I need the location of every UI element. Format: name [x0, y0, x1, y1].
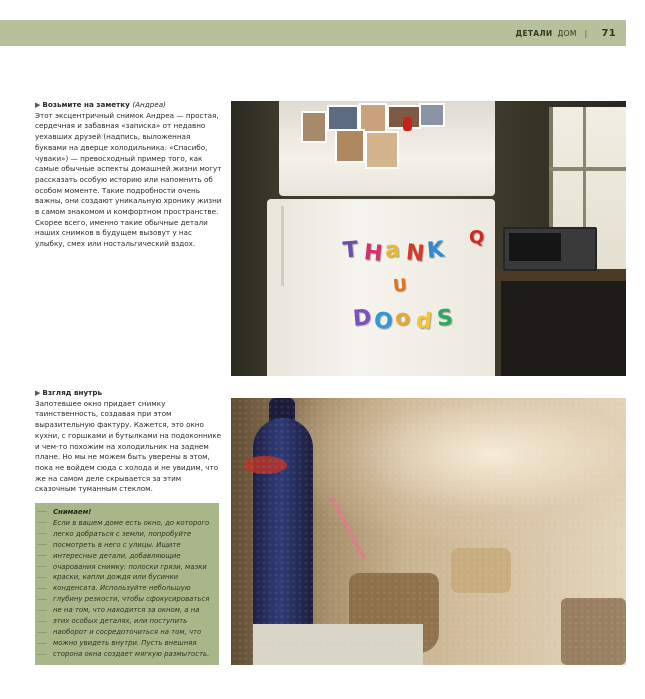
letter-magnet: K [425, 237, 446, 264]
section-label: ДЕТАЛИ [515, 28, 553, 38]
text-block-note [35, 100, 223, 250]
tip-title: Снимаем! [53, 508, 92, 516]
foggy-window-photo [231, 398, 626, 665]
photo-toaster-oven-window [509, 233, 561, 261]
letter-magnet: U [392, 275, 408, 297]
snapshot [335, 129, 365, 163]
block-body: Этот эксцентричный снимок Андреа — простая, сердечная и забавная «записка» от недавно уехавших друзей (надпись, выложенная буквами на дверце холодильника: «Спасибо, чуваки») — превосходный пример того, как самые обычные аспекты домашней жизни могут рассказать особую историю или напомнить об особом моменте. Такие подробности очень важны, они создают уникальную хронику жизни в самом знакомом и комфортном пространстве. Скорее всего, именно такие обычные детали наших снимков в будущем вызовут у нас улыбку, смех или ностальгический вздох. [35, 110, 222, 249]
photo-fridge-handle [281, 206, 284, 286]
fridge-photo [231, 101, 626, 376]
letter-magnet: T [341, 237, 360, 264]
photo-fridge-door [267, 199, 495, 376]
letter-magnet: o [393, 305, 412, 332]
block-author: (Андреа) [132, 100, 166, 109]
page-header-bar [0, 20, 626, 46]
block-heading [35, 388, 223, 399]
letter-magnet: D [351, 305, 373, 332]
block-heading [35, 100, 223, 111]
tip-box [35, 503, 219, 665]
header-separator: | [584, 28, 588, 38]
page-number: 71 [601, 27, 616, 39]
side-magnet: Q [469, 227, 485, 248]
snapshot [419, 103, 445, 127]
snapshot [301, 111, 327, 143]
snapshot [365, 131, 399, 169]
snapshot [327, 105, 359, 131]
block-body: Запотевшее окно придает снимку таинственность, создавая при этом выразительную фактуру. Кажется, это окно кухни, с горшками и бутылками на подоконнике и чем-то похожим на холодильник на заднем плане. Но мы не можем быть уверены в этом, пока не войдем сюда с холода и не увидим, что же на самом деле скрывается за этим сказочным туманным стеклом. [35, 398, 222, 494]
text-block-inside-look [35, 388, 223, 495]
triangle-bullet-icon: ▶ [35, 101, 41, 109]
fridge-snapshots [301, 103, 441, 165]
tip-body: Если в вашем доме есть окно, до которого легко добраться с земли, попробуйте посмотреть в него с улицы. Ищите интересные детали, добавляющие очарования снимку: полоски грязи, мазки краски, капли дождя или бусинки конденсата. Используйте небольшую глубину резкости, чтобы сфокусироваться не на том, что находится за окном, а на этих особых деталях, или поступить наоборот и сосредоточиться на том, что можно увидеть внутри. Пусть внешняя сторона окна создает мягкую размытость. [53, 518, 210, 658]
letter-magnet: a [383, 237, 401, 264]
letter-magnet: H [362, 240, 384, 267]
header-right [515, 20, 616, 46]
photo-window-frame [549, 167, 626, 171]
block-heading-text: Возьмите на заметку [42, 100, 130, 109]
letter-magnet: d [414, 308, 434, 335]
red-magnet [403, 117, 412, 131]
tip-ruled-lines [37, 511, 47, 661]
letter-magnet: N [404, 240, 426, 267]
triangle-bullet-icon: ▶ [35, 389, 41, 397]
letter-magnet: O [372, 308, 394, 335]
letter-magnet: S [435, 305, 454, 332]
block-heading-text: Взгляд внутрь [42, 388, 103, 397]
photo-cabinet [501, 281, 626, 376]
photo-condensation [231, 398, 626, 665]
subsection-label: ДОМ [557, 28, 577, 38]
